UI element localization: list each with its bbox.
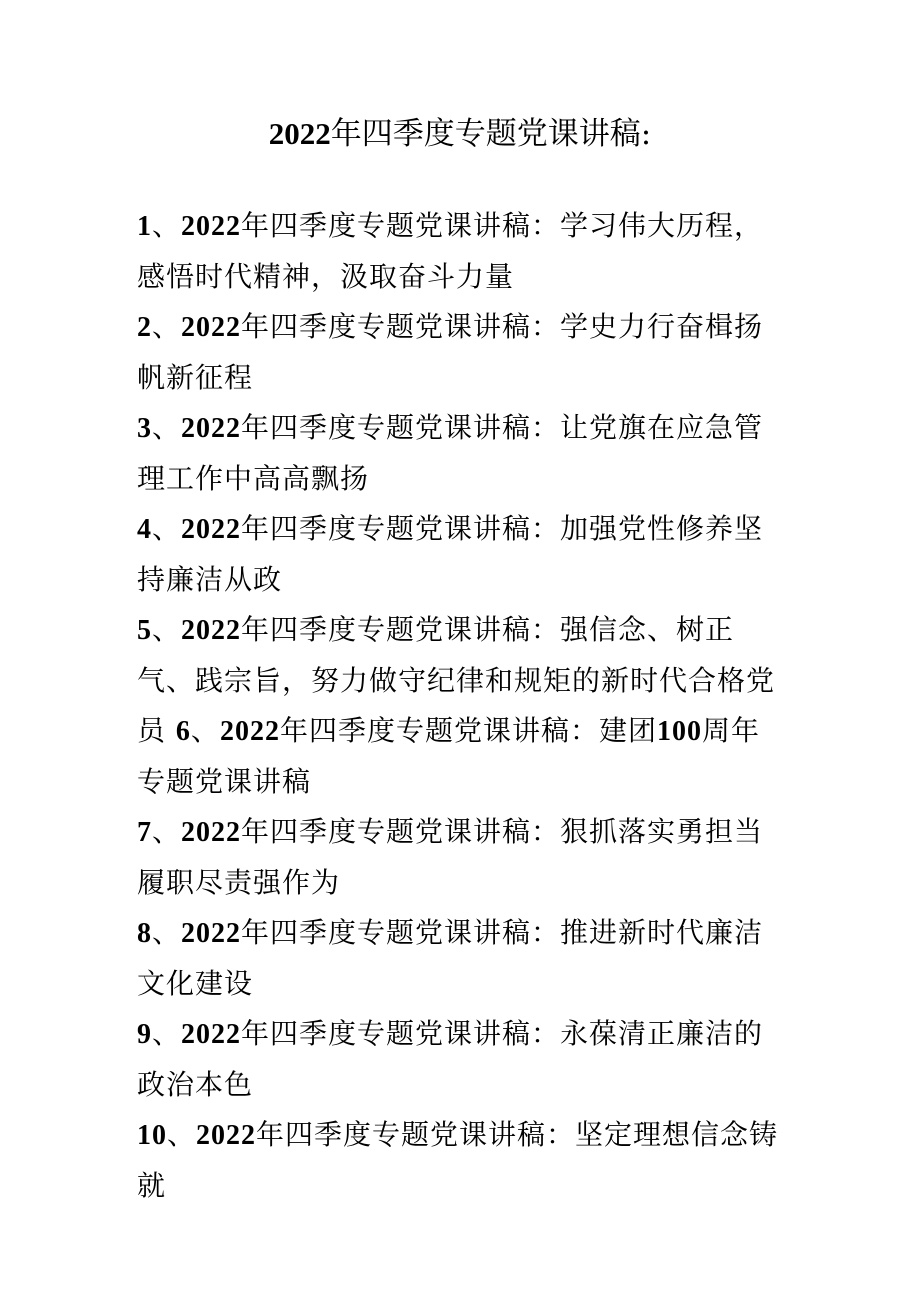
item-text: 年四季度专题党课讲稿：强信念、树正气、践宗旨，努力做守纪律和规矩的新时代合格党员 (137, 613, 776, 747)
item-text: 年四季度专题党课讲稿：加强党性修养坚持廉洁从政 (137, 512, 764, 596)
item-year: 2022 (196, 1120, 257, 1151)
item-separator: 、 (152, 310, 182, 343)
list-item (137, 504, 787, 605)
item-separator: 、 (152, 512, 182, 545)
item-separator: 、 (152, 411, 182, 444)
item-separator: 、 (190, 714, 220, 747)
item-year: 2022 (181, 615, 242, 646)
article-list (137, 201, 787, 1211)
item-year: 2022 (181, 817, 242, 848)
item-separator: 、 (152, 613, 182, 646)
item-index: 6 (175, 716, 191, 747)
item-year: 2022 (181, 514, 242, 545)
item-separator: 、 (167, 1118, 197, 1151)
item-text: 年四季度专题党课讲稿：建团 (279, 714, 657, 747)
item-separator: 、 (152, 916, 182, 949)
title-text: 年四季度专题党课讲稿: (330, 116, 652, 152)
item-separator: 、 (152, 815, 182, 848)
item-year: 2022 (181, 312, 242, 343)
list-item (137, 302, 787, 403)
item-text: 年四季度专题党课讲稿：让党旗在应急管理工作中高高飘扬 (137, 411, 764, 495)
document-title (0, 112, 920, 156)
list-item (137, 403, 787, 504)
item-index: 10 (137, 1120, 167, 1151)
item-text: 年四季度专题党课讲稿：永葆清正廉洁的政治本色 (137, 1017, 764, 1101)
list-item (137, 714, 760, 798)
list-item (137, 908, 787, 1009)
item-text: 年四季度专题党课讲稿：学习伟大历程，感悟时代精神，汲取奋斗力量 (137, 209, 764, 293)
list-item (137, 807, 787, 908)
title-year: 2022 (268, 116, 331, 151)
item-number: 100 (656, 716, 702, 747)
item-index: 9 (137, 1019, 152, 1050)
item-index: 8 (137, 918, 152, 949)
item-year: 2022 (181, 918, 242, 949)
list-item (137, 1110, 787, 1211)
item-text: 年四季度专题党课讲稿：推进新时代廉洁文化建设 (137, 916, 764, 1000)
list-item (137, 201, 787, 302)
item-index: 2 (137, 312, 152, 343)
item-index: 7 (137, 817, 152, 848)
item-text: 周年专题党课讲稿 (137, 714, 760, 798)
item-year: 2022 (181, 211, 242, 242)
item-index: 3 (137, 413, 152, 444)
item-separator: 、 (152, 1017, 182, 1050)
item-index: 5 (137, 615, 152, 646)
item-text: 年四季度专题党课讲稿：狠抓落实勇担当履职尽责强作为 (137, 815, 764, 899)
item-index: 1 (137, 211, 152, 242)
item-separator: 、 (152, 209, 182, 242)
item-index: 4 (137, 514, 152, 545)
item-year: 2022 (219, 716, 280, 747)
item-text: 年四季度专题党课讲稿：坚定理想信念铸就 (137, 1118, 779, 1202)
list-item (137, 1009, 787, 1110)
item-year: 2022 (181, 413, 242, 444)
item-year: 2022 (181, 1019, 242, 1050)
item-text: 年四季度专题党课讲稿：学史力行奋楫扬帆新征程 (137, 310, 764, 394)
